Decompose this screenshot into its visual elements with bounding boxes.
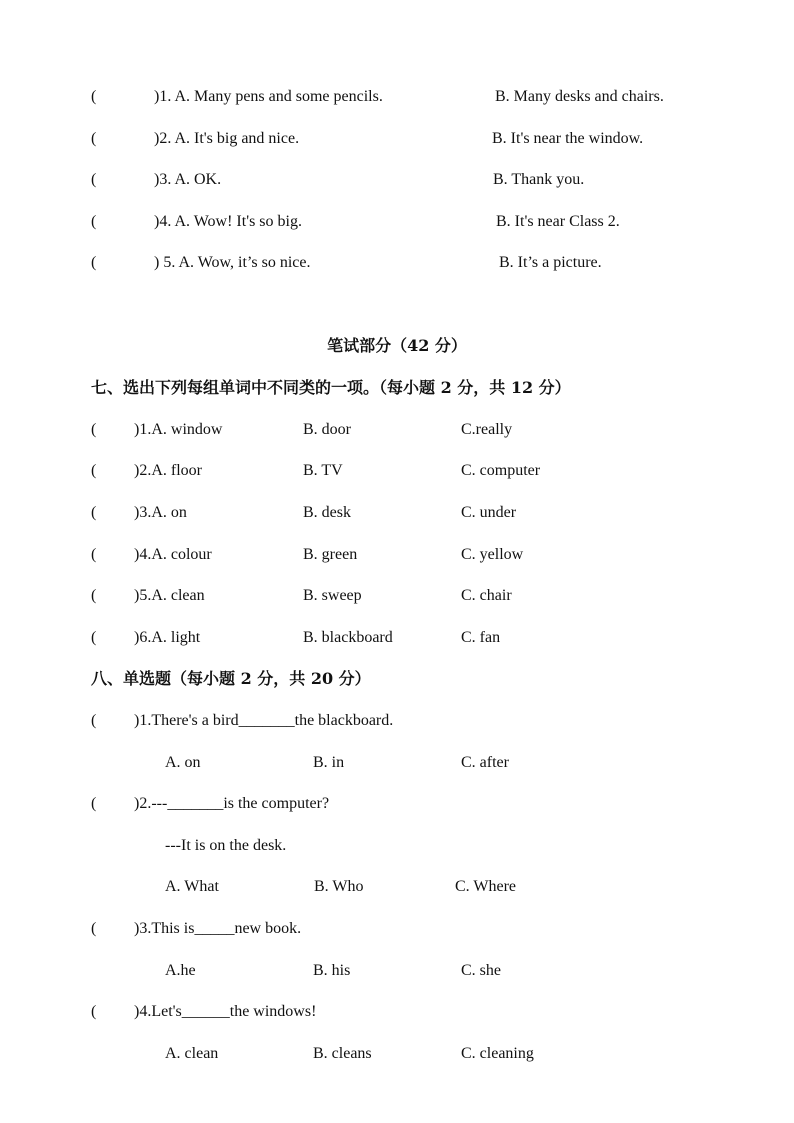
question-text: )1.There's a bird_______the blackboard. [134,712,394,729]
answer-paren: ( [91,130,97,147]
option-a: A. clean [165,1045,219,1062]
option-a: )4.A. colour [134,546,212,563]
answer-paren: ( [91,587,97,604]
option-a: )2.A. floor [134,462,202,479]
option-b: B. It’s a picture. [499,254,602,271]
answer-paren: ( [91,504,97,521]
answer-paren: ( [91,88,97,105]
answer-paren: ( [91,213,97,230]
section-7-item-5 [0,584,794,608]
answer-paren: ( [91,795,97,812]
answer-paren: ( [91,712,97,729]
option-a: A. What [165,878,219,895]
option-c: C. under [461,504,517,521]
listening-item-2 [0,127,794,151]
section-8-q2-answer [0,834,794,858]
option-b: B. desk [303,504,351,521]
option-a: )1.A. window [134,421,223,438]
section-7-item-6 [0,626,794,650]
answer-paren: ( [91,171,97,188]
section-8-title-text: 八、单选题（每小题 2 分，共 20 分） [91,669,371,688]
listening-item-4 [0,210,794,234]
section-8-question-1 [0,709,794,733]
answer-paren: ( [91,462,97,479]
option-a: )1. A. Many pens and some pencils. [154,88,383,105]
dialogue-answer: ---It is on the desk. [165,837,287,854]
answer-paren: ( [91,546,97,563]
option-c: C.really [461,421,513,438]
section-8-question-2 [0,792,794,816]
option-c: C. chair [461,587,512,604]
answer-paren: ( [91,254,97,271]
option-b: B. It's near the window. [492,130,644,147]
section-8-question-4 [0,1000,794,1024]
option-b: B. Who [314,878,364,895]
option-b: B. It's near Class 2. [496,213,620,230]
section-8-q2-options [0,875,794,899]
option-a: )5.A. clean [134,587,205,604]
option-b: B. blackboard [303,629,393,646]
option-c: C. yellow [461,546,524,563]
option-c: C. cleaning [461,1045,534,1062]
option-b: B. Many desks and chairs. [495,88,664,105]
option-b: B. green [303,546,358,563]
option-a: )3. A. OK. [154,171,222,188]
option-c: C. computer [461,462,541,479]
section-7-title-text: 七、选出下列每组单词中不同类的一项。（每小题 2 分，共 12 分） [91,378,571,397]
section-8-title [0,667,794,691]
answer-paren: ( [91,1003,97,1020]
section-7-item-4 [0,543,794,567]
option-b: B. in [313,754,345,771]
question-text: )4.Let's______the windows! [134,1003,317,1020]
option-b: B. his [313,962,351,979]
section-8-question-3 [0,917,794,941]
section-8-q3-options [0,959,794,983]
section-7-title [0,376,794,400]
answer-paren: ( [91,920,97,937]
option-b: B. TV [303,462,343,479]
option-c: C. after [461,754,509,771]
listening-item-3 [0,168,794,192]
written-part-title: 笔试部分（42 分） [327,336,467,355]
question-text: )2.---_______is the computer? [134,795,330,812]
option-c: C. Where [455,878,517,895]
listening-item-5 [0,251,794,275]
option-b: B. door [303,421,351,438]
option-b: B. cleans [313,1045,372,1062]
option-a: A.he [165,962,196,979]
section-8-q4-options [0,1042,794,1066]
question-text: )3.This is_____new book. [134,920,302,937]
answer-paren: ( [91,629,97,646]
option-b: B. sweep [303,587,362,604]
option-a: ) 5. A. Wow, it’s so nice. [154,254,311,271]
option-b: B. Thank you. [493,171,585,188]
answer-paren: ( [91,421,97,438]
option-a: A. on [165,754,201,771]
section-7-item-3 [0,501,794,525]
section-7-item-2 [0,459,794,483]
option-c: C. she [461,962,501,979]
option-a: )3.A. on [134,504,187,521]
listening-item-1 [0,85,794,109]
option-a: )4. A. Wow! It's so big. [154,213,302,230]
section-8-q1-options [0,751,794,775]
option-a: )2. A. It's big and nice. [154,130,300,147]
option-a: )6.A. light [134,629,201,646]
section-7-item-1 [0,418,794,442]
option-c: C. fan [461,629,501,646]
